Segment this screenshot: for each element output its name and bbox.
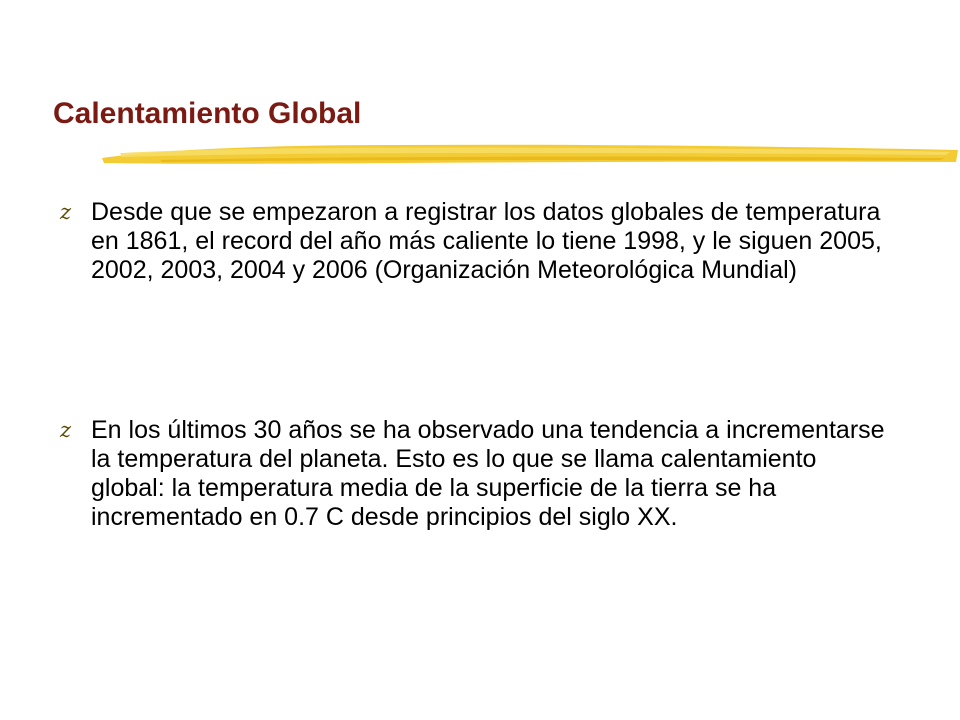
bullet-text: Desde que se empezaron a registrar los datos globales de temperatura en 1861, el record del año más caliente lo tiene 1998, y le siguen 2005, 2002, 2003, 2004 y 2006 (Organización Meteorológica Mundial) <box>91 198 882 284</box>
bullet-item <box>60 198 900 285</box>
bullet-text: En los últimos 30 años se ha observado una tendencia a incrementarse la temperatura del planeta. Esto es lo que se llama calentamiento global: la temperatura media de la superficie de la tierra se ha incrementado en 0.7 C desde principios del siglo XX. <box>91 416 885 531</box>
title-underline-brush-stroke <box>100 136 960 176</box>
bullet-item <box>60 416 900 532</box>
bullet-list <box>60 198 900 532</box>
z-dingbat-bullet-icon: z <box>60 418 72 442</box>
z-dingbat-bullet-icon: z <box>60 200 72 224</box>
slide-title: Calentamiento Global <box>53 97 362 130</box>
